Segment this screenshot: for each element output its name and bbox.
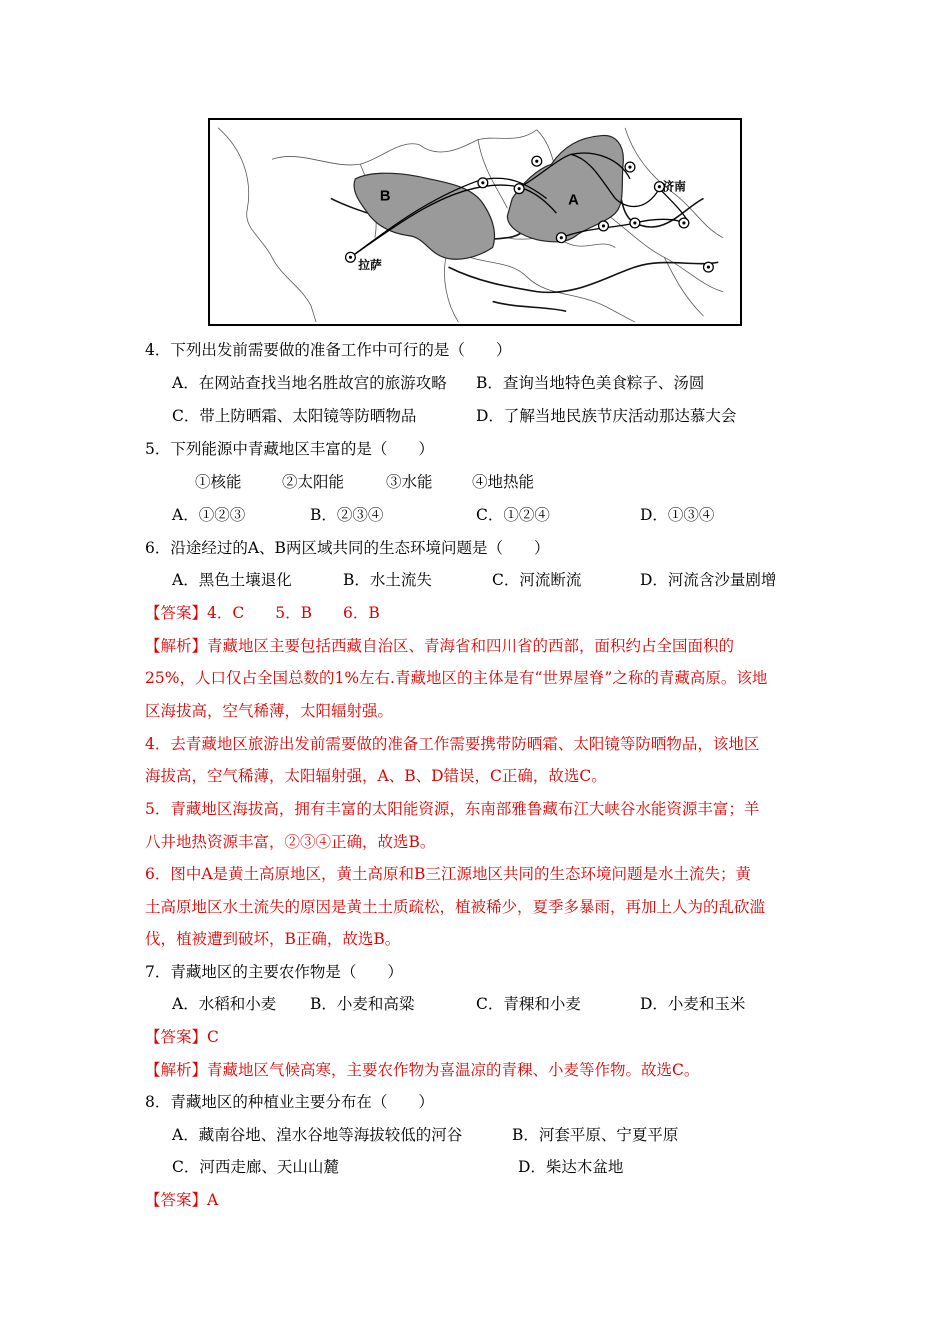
region-a-label: A (568, 192, 579, 209)
answer-block-3 (145, 1189, 218, 1211)
q6-option-d: D．河流含沙量剧增 (640, 571, 777, 589)
q6-option-a: A．黑色土壤退化 (172, 571, 292, 589)
analysis-text: 青藏地区气候高寒，主要农作物为喜温凉的青稞、小麦等作物。故选C。 (207, 1061, 700, 1079)
q5-option-c: C．①②④ (476, 506, 550, 524)
route-map (208, 118, 742, 326)
answer-tag: 【答案】 (145, 1191, 208, 1209)
city-jinan-label: 济南 (662, 179, 686, 194)
q8-option-a: A．藏南谷地、湟水谷地等海拔较低的河谷 (172, 1126, 463, 1144)
q5-option-b: B．②③④ (310, 506, 384, 524)
answer-tag: 【答案】 (145, 604, 208, 622)
q5-item-1: ①核能 (195, 473, 242, 491)
q8-option-b: B．河套平原、宁夏平原 (512, 1126, 679, 1144)
analysis-line-8: 6．图中A是黄土高原地区，黄土高原和B三江源地区共同的生态环境问题是水土流失；黄 (145, 865, 751, 883)
q5-option-d: D．①③④ (640, 506, 715, 524)
city-lhasa-label: 拉萨 (358, 258, 382, 273)
q7-option-b: B．小麦和高粱 (310, 995, 415, 1013)
region-b-label: B (379, 188, 391, 205)
answer-text: C (207, 1028, 219, 1046)
analysis-text: 青藏地区主要包括西藏自治区、青海省和四川省的西部，面积约占全国面积的 (207, 637, 735, 655)
q5-item-4: ④地热能 (472, 473, 535, 491)
analysis-block-2 (145, 1059, 699, 1081)
answer-text: 4．C 5．B 6．B (207, 604, 380, 622)
q4-option-b: B．查询当地特色美食粽子、汤圆 (476, 374, 705, 392)
q4-stem: 4．下列出发前需要做的准备工作中可行的是（ ） (145, 341, 512, 359)
analysis-tag: 【解析】 (145, 1061, 208, 1079)
q5-option-a: A．①②③ (172, 506, 246, 524)
analysis-line-2: 25%，人口仅占全国总数的1%左右.青藏地区的主体是有“世界屋脊”之称的青藏高原。该地 (145, 669, 768, 687)
q7-stem: 7．青藏地区的主要农作物是（ ） (145, 963, 403, 981)
answer-block-1 (145, 602, 380, 624)
analysis-line-10: 伐，植被遭到破坏，B正确，故选B。 (145, 930, 401, 948)
answer-text: A (207, 1191, 219, 1209)
analysis-line-1 (145, 635, 734, 657)
q5-stem: 5．下列能源中青藏地区丰富的是（ ） (145, 440, 434, 458)
analysis-line-7: 八井地热资源丰富，②③④正确，故选B。 (145, 833, 436, 851)
analysis-tag: 【解析】 (145, 637, 208, 655)
q8-option-c: C．河西走廊、天山山麓 (172, 1158, 339, 1176)
q6-option-b: B．水土流失 (343, 571, 432, 589)
q6-stem: 6．沿途经过的A、B两区域共同的生态环境问题是（ ） (145, 539, 550, 557)
q5-item-2: ②太阳能 (282, 473, 345, 491)
analysis-line-5: 海拔高，空气稀薄，太阳辐射强，A、B、D错误，C正确，故选C。 (145, 767, 607, 785)
q7-option-d: D．小麦和玉米 (640, 995, 746, 1013)
answer-block-2 (145, 1026, 219, 1048)
analysis-line-4: 4．去青藏地区旅游出发前需要做的准备工作需要携带防晒霜、太阳镜等防晒物品，该地区 (145, 735, 760, 753)
analysis-line-9: 土高原地区水土流失的原因是黄土土质疏松，植被稀少，夏季多暴雨，再加上人为的乱砍滥 (145, 898, 766, 916)
q4-option-a: A．在网站查找当地名胜故宫的旅游攻略 (172, 374, 447, 392)
q4-option-d: D．了解当地民族节庆活动那达慕大会 (476, 407, 737, 425)
q8-option-d: D．柴达木盆地 (518, 1158, 624, 1176)
q8-stem: 8．青藏地区的种植业主要分布在（ ） (145, 1093, 434, 1111)
analysis-line-6: 5．青藏地区海拔高，拥有丰富的太阳能资源，东南部雅鲁藏布江大峡谷水能资源丰富；羊 (145, 800, 760, 818)
q4-option-c: C．带上防晒霜、太阳镜等防晒物品 (172, 407, 417, 425)
answer-tag: 【答案】 (145, 1028, 208, 1046)
q7-option-c: C．青稞和小麦 (476, 995, 581, 1013)
analysis-line-3: 区海拔高，空气稀薄，太阳辐射强。 (145, 702, 394, 720)
q7-option-a: A．水稻和小麦 (172, 995, 277, 1013)
q5-item-3: ③水能 (386, 473, 433, 491)
q6-option-c: C．河流断流 (492, 571, 582, 589)
